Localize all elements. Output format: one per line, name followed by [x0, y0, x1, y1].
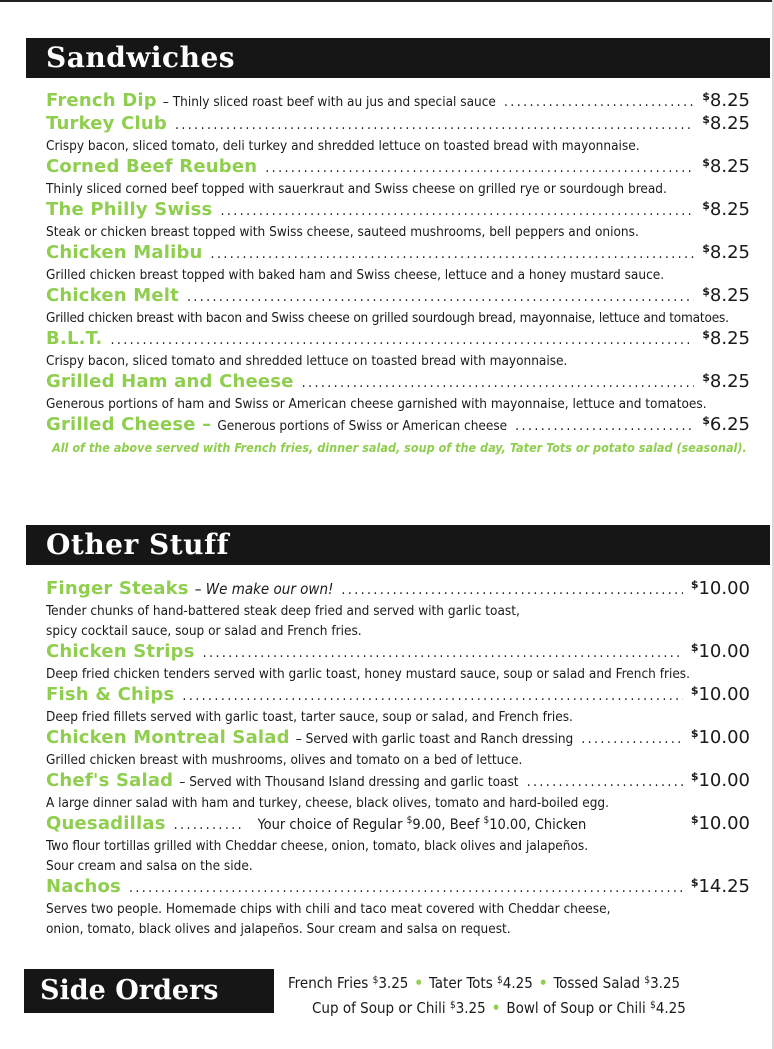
item-name: Chef's Salad — [46, 770, 174, 791]
leader-dots — [211, 246, 695, 262]
side-item: Bowl of Soup or Chili $4.25 — [506, 999, 686, 1017]
menu-item — [46, 727, 750, 770]
item-price: $8.25 — [702, 90, 750, 111]
item-description-2: onion, tomato, black olives and jalapeños. Sour cream and salsa on request. — [46, 921, 511, 937]
separator-dot: • — [414, 974, 424, 992]
item-description: A large dinner salad with ham and turkey, cheese, black olives, tomato and hard-boiled egg. — [46, 795, 609, 811]
item-name: Chicken Melt — [46, 285, 179, 306]
leader-dots — [265, 160, 694, 176]
item-price: $10.00 — [690, 727, 750, 748]
item-subtitle: – Served with Thousand Island dressing and garlic toast — [179, 774, 519, 790]
side-orders-title: Side Orders — [40, 975, 219, 1006]
leader-dots — [182, 688, 682, 704]
menu-item — [46, 285, 750, 328]
menu-item — [46, 578, 750, 641]
item-name: Fish & Chips — [46, 684, 175, 705]
item-price: $10.00 — [690, 578, 750, 599]
leader-dots — [302, 375, 695, 391]
item-description: Crispy bacon, sliced tomato and shredded lettuce on toasted bread with mayonnaise. — [46, 353, 568, 369]
separator-dot: • — [491, 999, 501, 1017]
menu-item — [46, 113, 750, 156]
separator-dot: • — [538, 974, 548, 992]
item-name: The Philly Swiss — [46, 199, 213, 220]
item-price: $8.25 — [702, 156, 750, 177]
item-description: Deep fried chicken tenders served with garlic toast, honey mustard sauce, soup or salad and French fries. — [46, 666, 690, 682]
menu-item — [46, 371, 750, 414]
menu-item — [46, 876, 750, 939]
menu-item — [46, 199, 750, 242]
side-item: Tater Tots $4.25 — [429, 974, 533, 992]
item-name: French Dip — [46, 90, 157, 111]
item-subtitle: Generous portions of Swiss or American cheese — [217, 418, 508, 434]
menu-item — [46, 414, 750, 437]
item-name: Corned Beef Reuben — [46, 156, 258, 177]
item-description: Steak or chicken breast topped with Swiss cheese, sauteed mushrooms, bell peppers and onions. — [46, 224, 639, 240]
item-name: Finger Steaks — [46, 578, 189, 599]
item-price: $10.00 — [690, 770, 750, 791]
side-orders-row-2 — [312, 999, 686, 1017]
leader-dots — [527, 774, 683, 790]
item-subtitle: – Served with garlic toast and Ranch dressing — [295, 731, 574, 747]
top-border — [0, 0, 774, 2]
other-stuff-title: Other Stuff — [46, 528, 230, 561]
item-price: $8.25 — [702, 113, 750, 134]
item-price: $8.25 — [702, 199, 750, 220]
item-subtitle: – We make our own! — [194, 580, 334, 598]
leader-dots — [504, 94, 694, 110]
leader-dots — [110, 332, 694, 348]
leader-dots — [187, 289, 694, 305]
item-description: Crispy bacon, sliced tomato, deli turkey and shredded lettuce on toasted bread with mayonnaise. — [46, 138, 640, 154]
menu-item — [46, 328, 750, 371]
menu-item — [46, 684, 750, 727]
quesadilla-choice: Your choice of Regular $9.00, Beef $10.00, Chicken — [257, 815, 587, 833]
side-orders-row-1 — [288, 974, 680, 992]
item-description-2: Sour cream and salsa on the side. — [46, 858, 253, 874]
item-price: $10.00 — [690, 684, 750, 705]
item-name: Grilled Cheese – — [46, 414, 212, 435]
item-description: Two flour tortillas grilled with Cheddar cheese, onion, tomato, black olives and jalapeños. — [46, 838, 589, 854]
item-name: Quesadillas — [46, 813, 166, 834]
leader-dots — [129, 880, 683, 896]
other-stuff-section — [46, 578, 750, 939]
item-name: Turkey Club — [46, 113, 167, 134]
item-price: $8.25 — [702, 328, 750, 349]
sandwiches-banner — [26, 38, 770, 78]
item-name: Nachos — [46, 876, 121, 897]
menu-item — [46, 90, 750, 113]
item-name: B.L.T. — [46, 328, 103, 349]
menu-item — [46, 156, 750, 199]
leader-dots — [203, 645, 683, 661]
item-price: $10.00 — [690, 813, 750, 834]
side-item: Cup of Soup or Chili $3.25 — [312, 999, 486, 1017]
item-description: Grilled chicken breast with bacon and Swiss cheese on grilled sourdough bread, mayonnaise, lettuce and tomatoes. — [46, 310, 729, 326]
side-item: Tossed Salad $3.25 — [553, 974, 681, 992]
sandwiches-title: Sandwiches — [46, 41, 236, 74]
menu-item — [46, 770, 750, 813]
side-orders-banner — [24, 969, 274, 1013]
item-description: Grilled chicken breast topped with baked ham and Swiss cheese, lettuce and a honey mustard sauce. — [46, 267, 665, 283]
item-price: $8.25 — [702, 285, 750, 306]
item-description-2: spicy cocktail sauce, soup or salad and French fries. — [46, 623, 362, 639]
leader-dots — [515, 418, 694, 434]
item-name: Chicken Strips — [46, 641, 195, 662]
side-item: French Fries $3.25 — [288, 974, 409, 992]
item-description: Grilled chicken breast with mushrooms, olives and tomato on a bed of lettuce. — [46, 752, 523, 768]
item-price: $14.25 — [690, 876, 750, 897]
item-description: Thinly sliced corned beef topped with sauerkraut and Swiss cheese on grilled rye or sourdough bread. — [46, 181, 667, 197]
item-price: $10.00 — [690, 641, 750, 662]
item-price: $8.25 — [702, 371, 750, 392]
item-description: Deep fried fillets served with garlic toast, tarter sauce, soup or salad, and French fries. — [46, 709, 573, 725]
sandwiches-section — [46, 90, 750, 459]
item-name: Chicken Malibu — [46, 242, 203, 263]
menu-item — [46, 813, 750, 876]
item-name: Grilled Ham and Cheese — [46, 371, 294, 392]
item-description: Tender chunks of hand-battered steak deep fried and served with garlic toast, — [46, 603, 520, 619]
sandwiches-note: All of the above served with French fries, dinner salad, soup of the day, Tater Tots or potato salad (seasonal). — [52, 440, 747, 455]
leader-dots — [220, 203, 694, 219]
item-description: Serves two people. Homemade chips with chili and taco meat covered with Cheddar cheese, — [46, 901, 611, 917]
item-subtitle: – Thinly sliced roast beef with au jus and special sauce — [162, 94, 496, 110]
item-price: $8.25 — [702, 242, 750, 263]
leader-dots — [174, 817, 244, 833]
item-description: Generous portions of ham and Swiss or American cheese garnished with mayonnaise, lettuce and tomatoes. — [46, 396, 707, 412]
item-price: $6.25 — [702, 414, 750, 435]
other-stuff-banner — [26, 525, 770, 565]
leader-dots — [175, 117, 694, 133]
menu-item — [46, 242, 750, 285]
item-name: Chicken Montreal Salad — [46, 727, 290, 748]
leader-dots — [341, 582, 682, 598]
leader-dots — [581, 731, 683, 747]
menu-item — [46, 641, 750, 684]
